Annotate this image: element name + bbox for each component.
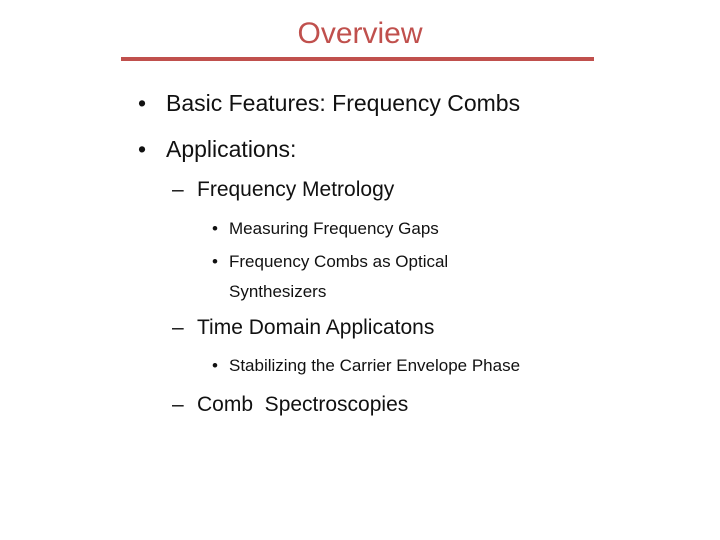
- dash-marker: –: [172, 316, 184, 339]
- slide-title: Overview: [297, 17, 423, 50]
- bullet-marker: •: [138, 136, 147, 162]
- subsubitem-optical-synth-line1: Frequency Combs as Optical: [229, 252, 449, 271]
- dash-marker: –: [172, 178, 184, 201]
- subsubitem-measuring-gaps: Measuring Frequency Gaps: [229, 219, 439, 238]
- bullet-marker: •: [138, 90, 147, 116]
- title-underline: [121, 57, 594, 61]
- subitem-frequency-metrology: Frequency Metrology: [197, 178, 395, 201]
- bullet-marker: •: [212, 219, 218, 238]
- bullet-basic-features: Basic Features: Frequency Combs: [166, 90, 521, 116]
- bullet-applications: Applications:: [166, 136, 297, 162]
- subsubitem-optical-synth-line2: Synthesizers: [229, 282, 327, 301]
- subitem-time-domain: Time Domain Applicatons: [197, 316, 435, 339]
- bullet-marker: •: [212, 356, 218, 375]
- subitem-comb-spectroscopies: Comb Spectroscopies: [197, 393, 409, 416]
- dash-marker: –: [172, 393, 184, 416]
- subsubitem-carrier-envelope: Stabilizing the Carrier Envelope Phase: [229, 356, 521, 375]
- bullet-marker: •: [212, 252, 218, 271]
